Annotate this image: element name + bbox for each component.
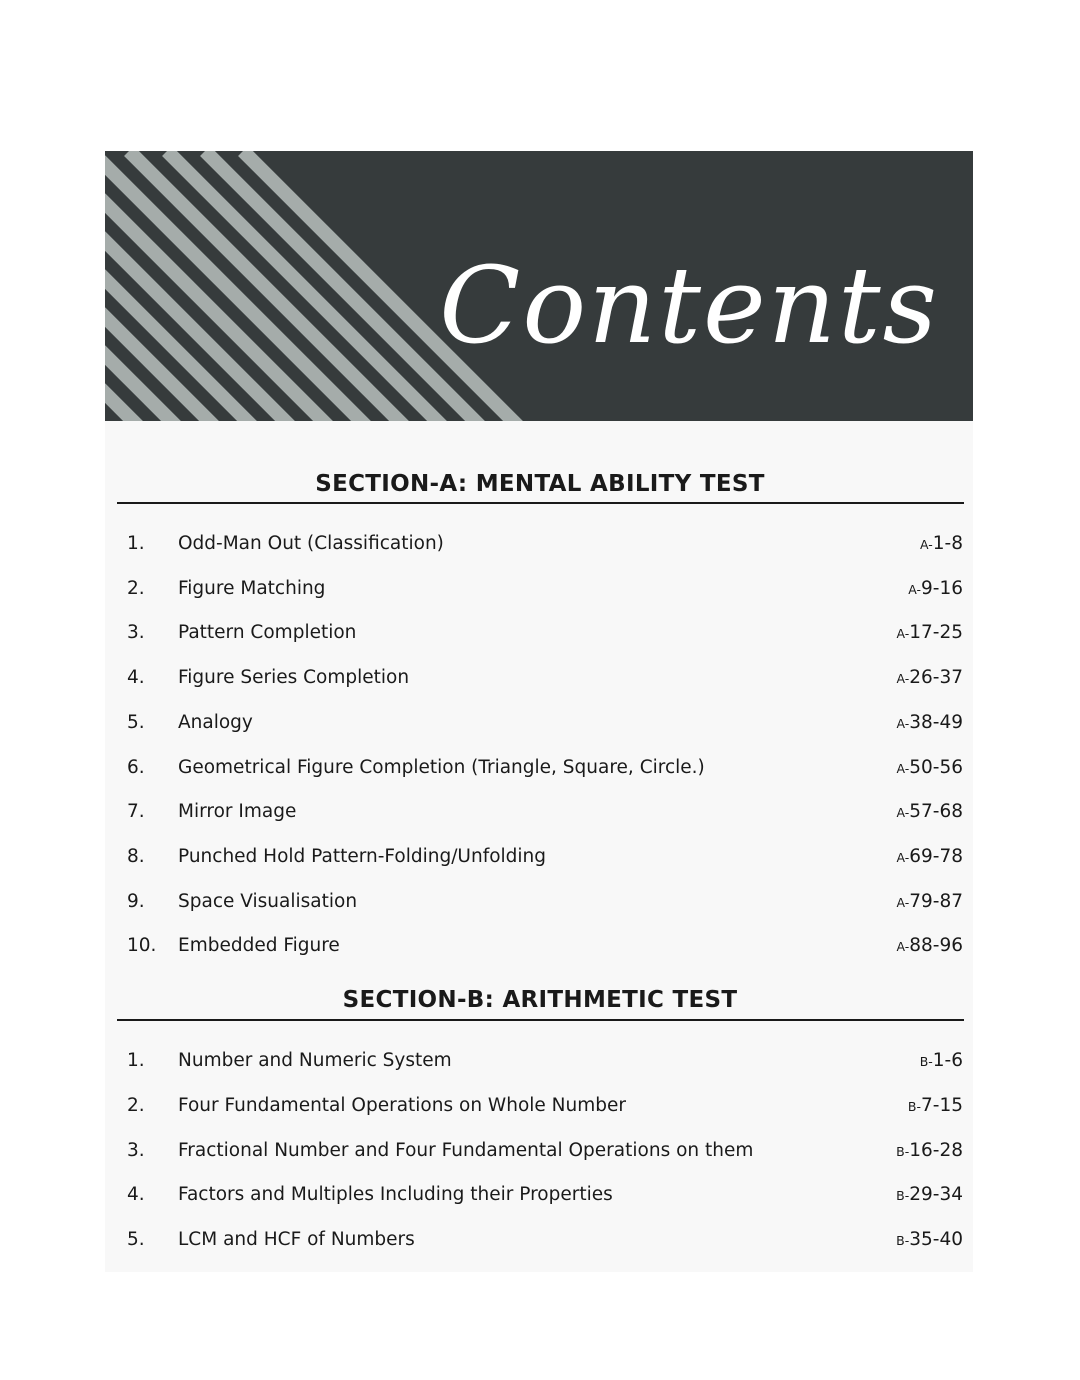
page-numbers: 79-87 <box>909 890 963 912</box>
toc-entry[interactable] <box>105 1091 963 1121</box>
page-numbers: 26-37 <box>909 667 963 689</box>
page-numbers: 9-16 <box>921 577 963 599</box>
toc-entry[interactable] <box>105 931 963 961</box>
entry-title: Odd-Man Out (Classification) <box>178 533 444 554</box>
entry-page-range <box>896 753 963 784</box>
toc-entry[interactable] <box>105 797 963 827</box>
page-prefix: A- <box>896 671 910 687</box>
contents-banner <box>105 151 973 421</box>
page-numbers: 57-68 <box>909 801 963 823</box>
page-prefix: A- <box>896 760 910 776</box>
section-b-divider <box>117 1019 964 1021</box>
entry-title: Analogy <box>178 711 253 733</box>
toc-entry[interactable] <box>105 663 963 693</box>
entry-page-range <box>896 931 963 962</box>
entry-page-range <box>896 708 963 739</box>
entry-number: 2. <box>127 577 145 599</box>
toc-entry[interactable] <box>105 529 963 559</box>
toc-entry[interactable] <box>105 1225 963 1255</box>
entry-number: 5. <box>127 711 145 733</box>
page-numbers: 7-15 <box>921 1094 963 1116</box>
page-numbers: 38-49 <box>909 711 963 733</box>
page-prefix: B- <box>896 1233 910 1249</box>
page-prefix: A- <box>896 715 910 731</box>
entry-number: 8. <box>127 845 145 867</box>
page-numbers: 35-40 <box>909 1229 963 1251</box>
entry-title: Embedded Figure <box>178 935 340 957</box>
entry-title: Number and Numeric System <box>178 1050 452 1071</box>
toc-entry[interactable] <box>105 1180 963 1210</box>
entry-title: Figure Series Completion <box>178 667 410 689</box>
toc-entry[interactable] <box>105 842 963 872</box>
toc-entry[interactable] <box>105 887 963 917</box>
toc-entry[interactable] <box>105 708 963 738</box>
section-a-divider <box>117 502 964 504</box>
entry-number: 10. <box>127 935 157 957</box>
page-title: Contents <box>439 244 939 367</box>
entry-page-range <box>920 529 963 560</box>
section-b-heading: SECTION-B: ARITHMETIC TEST <box>342 987 738 1013</box>
entry-title: Fractional Number and Four Fundamental Operations on them <box>178 1139 754 1161</box>
entry-number: 6. <box>127 756 145 778</box>
page-numbers: 50-56 <box>909 756 963 778</box>
entry-page-range <box>920 1046 963 1077</box>
page-prefix: B- <box>919 1054 933 1069</box>
page-prefix: B- <box>907 1098 921 1114</box>
section-a-heading: SECTION-A: MENTAL ABILITY TEST <box>315 471 765 497</box>
entry-page-range <box>896 887 963 918</box>
entry-number: 2. <box>127 1094 145 1116</box>
entry-page-range <box>908 1091 963 1122</box>
entry-number: 4. <box>127 1184 145 1206</box>
page-numbers: 16-28 <box>909 1139 963 1161</box>
entry-number: 7. <box>127 801 145 823</box>
entry-number: 4. <box>127 667 145 689</box>
page-prefix: A- <box>896 626 910 642</box>
page-numbers: 29-34 <box>909 1184 963 1206</box>
entry-page-range <box>908 574 963 605</box>
page-numbers: 88-96 <box>909 935 963 957</box>
entry-title: LCM and HCF of Numbers <box>178 1229 415 1251</box>
page-numbers: 1-8 <box>932 533 963 554</box>
entry-page-range <box>896 618 963 649</box>
page-prefix: A- <box>919 537 933 552</box>
entry-number: 3. <box>127 622 145 644</box>
toc-entry[interactable] <box>105 753 963 783</box>
page-prefix: A- <box>896 805 910 821</box>
toc-entry[interactable] <box>105 574 963 604</box>
entry-title: Figure Matching <box>178 577 326 599</box>
entry-title: Factors and Multiples Including their Properties <box>178 1184 613 1206</box>
entry-page-range <box>896 1180 963 1211</box>
entry-title: Mirror Image <box>178 801 297 823</box>
page-prefix: A- <box>908 581 921 597</box>
page-prefix: A- <box>896 894 910 910</box>
entry-page-range <box>896 797 963 828</box>
entry-title: Four Fundamental Operations on Whole Number <box>178 1094 626 1116</box>
toc-entry[interactable] <box>105 1136 963 1166</box>
entry-page-range <box>896 1225 963 1256</box>
entry-title: Geometrical Figure Completion (Triangle, Square, Circle.) <box>178 756 705 778</box>
page-numbers: 69-78 <box>909 845 963 867</box>
page-prefix: A- <box>896 849 910 865</box>
contents-panel <box>105 421 973 1272</box>
toc-entry[interactable] <box>105 618 963 648</box>
entry-number: 1. <box>127 1050 145 1071</box>
entry-title: Pattern Completion <box>178 622 357 644</box>
entry-title: Punched Hold Pattern-Folding/Unfolding <box>178 845 547 867</box>
entry-page-range <box>896 1136 963 1167</box>
entry-page-range <box>896 842 963 873</box>
page-prefix: B- <box>896 1143 910 1159</box>
page-prefix: B- <box>896 1188 910 1204</box>
toc-entry[interactable] <box>105 1046 963 1076</box>
entry-number: 3. <box>127 1139 145 1161</box>
entry-title: Space Visualisation <box>178 890 358 912</box>
page-numbers: 1-6 <box>932 1050 963 1071</box>
entry-number: 1. <box>127 533 145 554</box>
entry-page-range <box>896 663 963 694</box>
entry-number: 9. <box>127 890 145 912</box>
entry-number: 5. <box>127 1229 145 1251</box>
page-numbers: 17-25 <box>909 622 963 644</box>
page-prefix: A- <box>896 939 910 955</box>
